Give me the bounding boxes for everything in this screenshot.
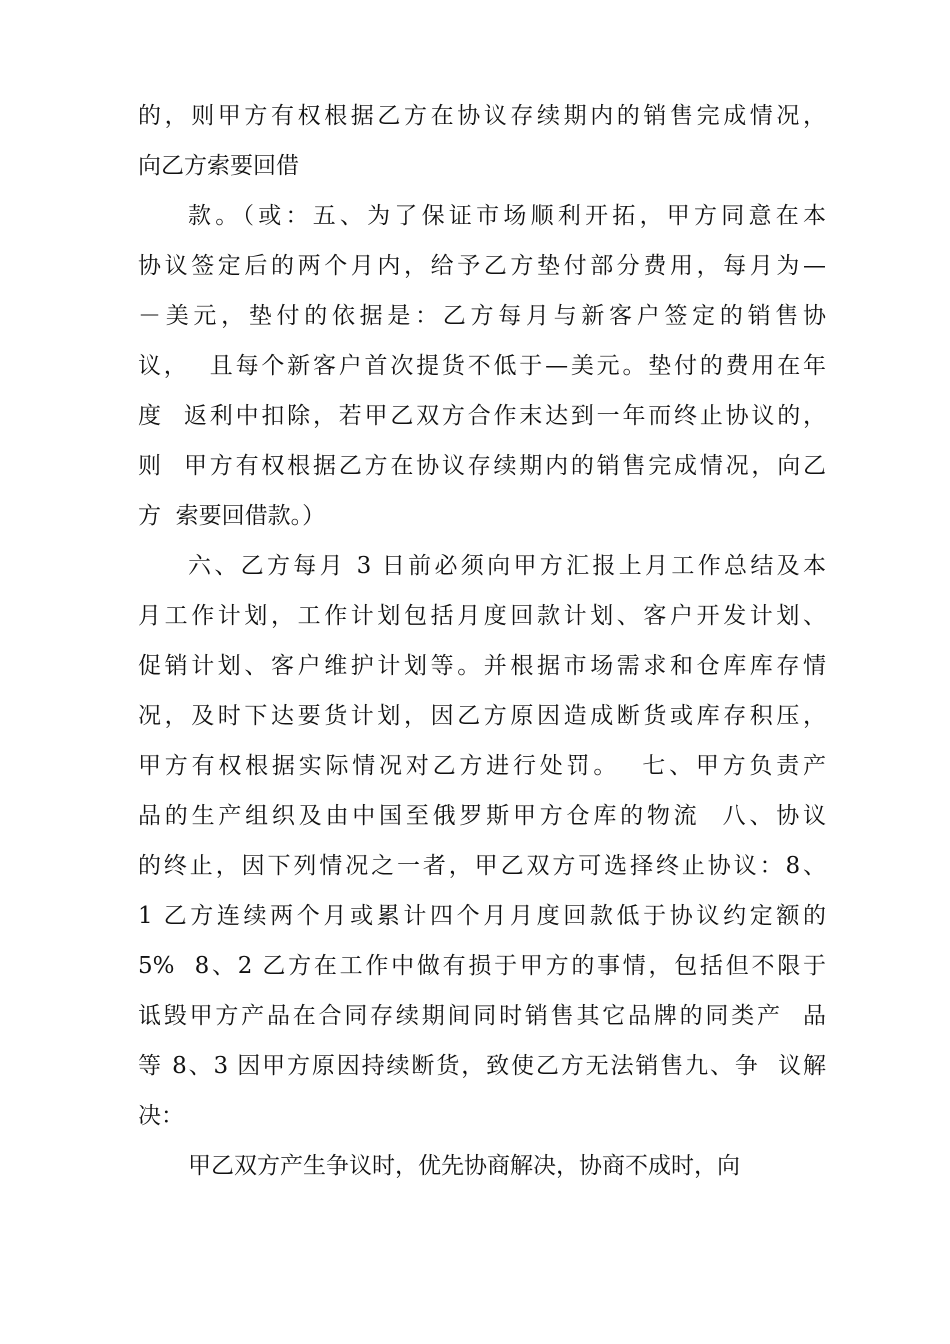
- text-line-20: 等 8、3 因甲方原因持续断货，致使乙方无法销售九、争 议解: [138, 1053, 826, 1079]
- text-line-7: 度 返利中扣除，若甲乙双方合作末达到一年而终止协议的，: [138, 403, 826, 429]
- text-line-5: －美元，垫付的依据是：乙方每月与新客户签定的销售协: [138, 303, 826, 329]
- text-line-2: 向乙方索要回借: [138, 153, 299, 179]
- text-line-10: 六、乙方每月 3 日前必须向甲方汇报上月工作总结及本: [188, 553, 826, 579]
- text-line-18: 5% 8、2 乙方在工作中做有损于甲方的事情，包括但不限于: [138, 953, 826, 979]
- text-line-22: 甲乙双方产生争议时，优先协商解决，协商不成时，向: [188, 1153, 740, 1179]
- text-line-21: 决：: [138, 1103, 184, 1129]
- text-line-16: 的终止，因下列情况之一者，甲乙双方可选择终止协议：8、: [138, 853, 826, 879]
- text-line-14: 甲方有权根据实际情况对乙方进行处罚。 七、甲方负责产: [138, 753, 826, 779]
- text-line-19: 诋毁甲方产品在合同存续期间同时销售其它品牌的同类产 品: [138, 1003, 826, 1029]
- text-line-12: 促销计划、客户维护计划等。并根据市场需求和仓库库存情: [138, 653, 826, 679]
- text-line-15: 品的生产组织及由中国至俄罗斯甲方仓库的物流 八、协议: [138, 803, 826, 829]
- text-line-6: 议， 且每个新客户首次提货不低于—美元。垫付的费用在年: [138, 353, 826, 379]
- text-line-17: 1 乙方连续两个月或累计四个月月度回款低于协议约定额的: [138, 903, 826, 929]
- text-line-4: 协议签定后的两个月内，给予乙方垫付部分费用，每月为—: [138, 253, 826, 279]
- text-line-11: 月工作计划，工作计划包括月度回款计划、客户开发计划、: [138, 603, 826, 629]
- text-line-13: 况，及时下达要货计划，因乙方原因造成断货或库存积压，: [138, 703, 826, 729]
- text-line-8: 则 甲方有权根据乙方在协议存续期内的销售完成情况，向乙: [138, 453, 826, 479]
- text-line-1: 的，则甲方有权根据乙方在协议存续期内的销售完成情况，: [138, 103, 826, 129]
- text-line-3: 款。（或：五、为了保证市场顺利开拓，甲方同意在本: [188, 203, 826, 229]
- text-line-9: 方 索要回借款。）: [138, 503, 326, 529]
